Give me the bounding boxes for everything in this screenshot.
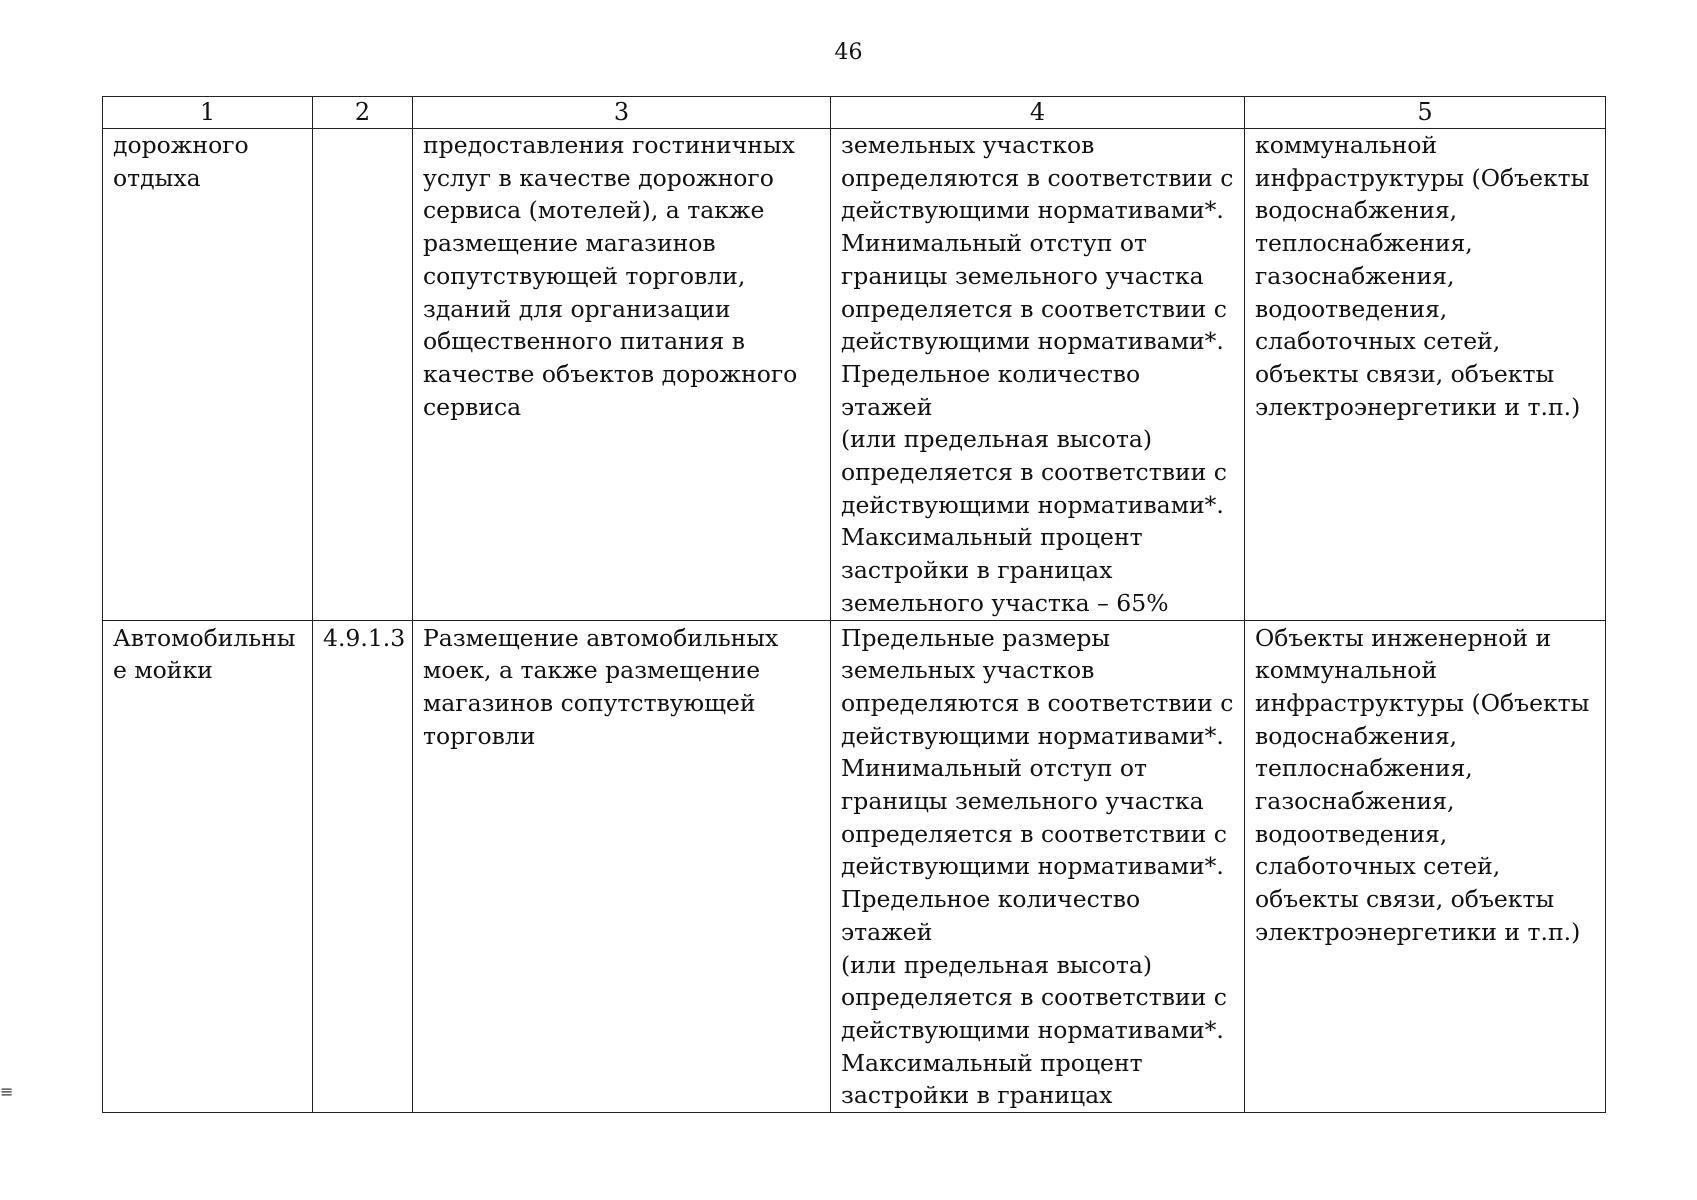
table-row: [103, 620, 1606, 1113]
construction-parameters: Предельные размеры земельных участков определяются в соответствии с действующими нормативами*. Минимальный отступ от границы земельного участка определяется в соответствии с действующими нормативами*. Предельное количество этажей (или предельная высота) определяется в соответствии с действующими нормативами*. Максимальный процент застройки в границах: [831, 620, 1245, 1113]
auxiliary-uses: коммунальной инфраструктуры (Объекты водоснабжения, теплоснабжения, газоснабжения, водоотведения, слаботочных сетей, объекты связи, объекты электроэнергетики и т.п.): [1245, 129, 1606, 621]
use-type-description: предоставления гостиничных услуг в качестве дорожного сервиса (мотелей), а также размещение магазинов сопутствующей торговли, зданий для организации общественного питания в качестве объектов дорожного сервиса: [413, 129, 831, 621]
column-header-1: 1: [103, 97, 313, 129]
use-type-name: Автомобильны е мойки: [103, 620, 313, 1113]
column-header-2: 2: [313, 97, 413, 129]
land-use-table: [102, 96, 1606, 1113]
use-type-code: 4.9.1.3: [313, 620, 413, 1113]
page-number: 46: [834, 40, 863, 65]
column-header-5: 5: [1245, 97, 1606, 129]
margin-mark: ≡: [0, 1082, 14, 1101]
use-type-name: дорожного отдыха: [103, 129, 313, 621]
use-type-code: [313, 129, 413, 621]
use-type-description: Размещение автомобильных моек, а также размещение магазинов сопутствующей торговли: [413, 620, 831, 1113]
table-header-row: [103, 97, 1606, 129]
column-header-3: 3: [413, 97, 831, 129]
auxiliary-uses: Объекты инженерной и коммунальной инфраструктуры (Объекты водоснабжения, теплоснабжения, газоснабжения, водоотведения, слаботочных сетей, объекты связи, объекты электроэнергетики и т.п.): [1245, 620, 1606, 1113]
construction-parameters: земельных участков определяются в соответствии с действующими нормативами*. Минимальный отступ от границы земельного участка определяется в соответствии с действующими нормативами*. Предельное количество этажей (или предельная высота) определяется в соответствии с действующими нормативами*. Максимальный процент застройки в границах земельного участка – 65%: [831, 129, 1245, 621]
column-header-4: 4: [831, 97, 1245, 129]
table-row: [103, 129, 1606, 621]
